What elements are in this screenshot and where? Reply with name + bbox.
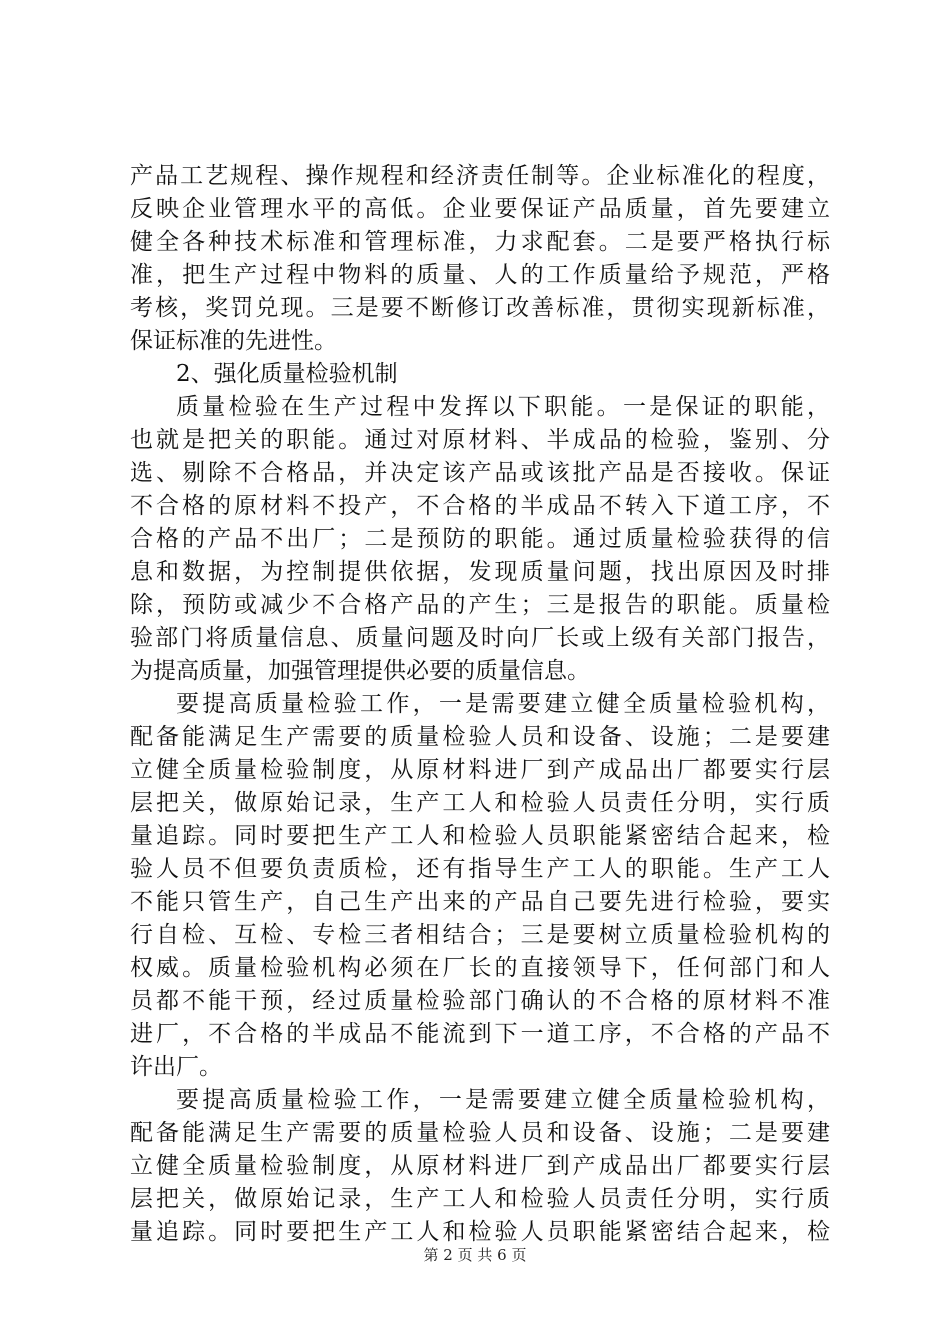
text-line: 立健全质量检验制度，从原材料进厂到产成品出厂都要实行层: [130, 757, 830, 783]
text-line: 也就是把关的职能。通过对原材料、半成品的检验，鉴别、分: [130, 427, 830, 453]
text-line: 息和数据，为控制提供依据，发现质量问题，找出原因及时排: [130, 559, 830, 585]
text-line: 行自检、互检、专检三者相结合；三是要树立质量检验机构的: [130, 922, 830, 948]
text-line: 准，把生产过程中物料的质量、人的工作质量给予规范，严格: [130, 262, 830, 288]
text-line: 许出厂。: [130, 1054, 222, 1080]
text-line: 考核，奖罚兑现。三是要不断修订改善标准，贯彻实现新标准，: [130, 295, 830, 321]
text-line: 选、剔除不合格品，并决定该产品或该批产品是否接收。保证: [130, 460, 830, 486]
section-heading: 2、强化质量检验机制: [176, 361, 398, 387]
text-line: 量追踪。同时要把生产工人和检验人员职能紧密结合起来，检: [130, 1219, 830, 1245]
text-line: 反映企业管理水平的高低。企业要保证产品质量，首先要建立: [130, 196, 830, 222]
document-body: [130, 160, 830, 1249]
text-line: 立健全质量检验制度，从原材料进厂到产成品出厂都要实行层: [130, 1153, 830, 1179]
paragraph-first-line: 要提高质量检验工作，一是需要建立健全质量检验机构，: [176, 1087, 830, 1113]
text-line: 产品工艺规程、操作规程和经济责任制等。企业标准化的程度，: [130, 163, 830, 189]
text-line: 保证标准的先进性。: [130, 328, 337, 354]
text-line: 健全各种技术标准和管理标准，力求配套。二是要严格执行标: [130, 229, 830, 255]
paragraph-first-line: 质量检验在生产过程中发挥以下职能。一是保证的职能，: [176, 394, 830, 420]
paragraph-first-line: 要提高质量检验工作，一是需要建立健全质量检验机构，: [176, 691, 830, 717]
page-footer: [0, 1245, 950, 1265]
text-line: 配备能满足生产需要的质量检验人员和设备、设施；二是要建: [130, 724, 830, 750]
text-line: 除，预防或减少不合格产品的产生；三是报告的职能。质量检: [130, 592, 830, 618]
text-line: 不能只管生产，自己生产出来的产品自己要先进行检验，要实: [130, 889, 830, 915]
page-number-label: 第 2 页 共 6 页: [423, 1246, 527, 1264]
text-line: 验部门将质量信息、质量问题及时向厂长或上级有关部门报告，: [130, 625, 830, 651]
text-line: 员都不能干预，经过质量检验部门确认的不合格的原材料不准: [130, 988, 830, 1014]
text-line: 为提高质量，加强管理提供必要的质量信息。: [130, 658, 590, 684]
text-line: 量追踪。同时要把生产工人和检验人员职能紧密结合起来，检: [130, 823, 830, 849]
text-line: 层把关，做原始记录，生产工人和检验人员责任分明，实行质: [130, 1186, 830, 1212]
text-line: 层把关，做原始记录，生产工人和检验人员责任分明，实行质: [130, 790, 830, 816]
text-line: 权威。质量检验机构必须在厂长的直接领导下，任何部门和人: [130, 955, 830, 981]
text-line: 验人员不但要负责质检，还有指导生产工人的职能。生产工人: [130, 856, 830, 882]
text-line: 不合格的原材料不投产，不合格的半成品不转入下道工序，不: [130, 493, 830, 519]
text-line: 配备能满足生产需要的质量检验人员和设备、设施；二是要建: [130, 1120, 830, 1146]
text-line: 合格的产品不出厂；二是预防的职能。通过质量检验获得的信: [130, 526, 830, 552]
text-line: 进厂，不合格的半成品不能流到下一道工序，不合格的产品不: [130, 1021, 830, 1047]
